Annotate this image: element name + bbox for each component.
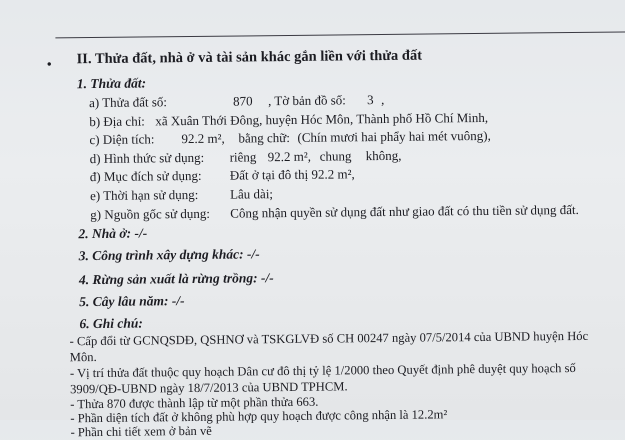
map-number: 3 <box>366 92 374 108</box>
purpose-value: Đất ở tại đô thị 92.2 m², <box>229 166 355 183</box>
use-form-label: d) Hình thức sử dụng: <box>89 149 205 167</box>
note-line: - Thửa 870 được thành lập từ một phần thửa 663. <box>70 394 319 412</box>
address-value: xã Xuân Thới Đông, huyện Hóc Môn, Thành phố Hồ Chí Minh, <box>155 109 489 129</box>
term-label: e) Thời hạn sử dụng: <box>89 186 199 204</box>
area-row <box>89 128 609 149</box>
map-label: , Tờ bản đồ số: <box>267 92 346 109</box>
construction-line: 3. Công trình xây dựng khác: -/- <box>78 246 260 264</box>
house-line: 2. Nhà ở: -/- <box>78 225 148 242</box>
area-words: (Chín mươi hai phẩy hai mét vuông), <box>297 127 491 145</box>
forest-line: 4. Rừng sản xuất là rừng trồng: -/- <box>78 270 274 288</box>
address-label: b) Địa chỉ: <box>89 113 145 130</box>
origin-row <box>90 203 610 224</box>
area-words-label: bằng chữ: <box>238 129 290 146</box>
map-end: , <box>380 91 385 108</box>
origin-label: g) Nguồn gốc sử dụng: <box>90 205 211 223</box>
note-line: - Cấp đổi từ GCNQSDĐ, QSHNƠ và TSKGLVĐ số CH 00247 ngày 07/5/2014 của UBND huyện Hóc <box>69 328 589 349</box>
note-line: - Vị trí thửa đất thuộc quy hoạch Dân cư đô thị tỷ lệ 1/2000 theo Quyết định phê duyệt quy hoạch số <box>69 360 576 381</box>
private-label: riêng <box>229 149 257 165</box>
common-label: chung <box>319 148 352 164</box>
perennial-line: 5. Cây lâu năm: -/- <box>79 293 185 310</box>
area-value: 92.2 m², <box>181 130 225 147</box>
parcel-number: 870 <box>232 93 253 109</box>
note-line: - Phần diện tích đất ở không phù hợp quy hoạch được công nhận là 12.2m² <box>70 407 448 426</box>
corner-mark: • <box>45 57 53 72</box>
origin-value: Công nhận quyền sử dụng đất như giao đất có thu tiền sử dụng đất. <box>230 201 579 221</box>
parcel-label: a) Thửa đất số: <box>89 94 168 111</box>
parcel-row <box>89 91 609 112</box>
notes-heading: 6. Ghi chú: <box>79 315 143 332</box>
term-value: Lâu dài; <box>229 186 274 202</box>
area-label: c) Diện tích: <box>89 131 155 148</box>
note-line: Môn. <box>69 350 97 365</box>
section-title: II. Thửa đất, nhà ở và tài sản khác gắn liền với thửa đất <box>76 47 423 68</box>
private-value: 92.2 m², <box>267 148 311 165</box>
land-heading: 1. Thửa đất: <box>76 75 147 92</box>
note-line: - Phần chi tiết xem ở bản vẽ <box>70 423 212 440</box>
purpose-label: đ) Mục đích sử dụng: <box>89 167 202 185</box>
purpose-row <box>90 165 610 186</box>
note-line: 3909/QĐ-UBND ngày 18/7/2013 của UBND TPHCM. <box>70 379 348 397</box>
common-value: không, <box>365 147 402 164</box>
top-rule <box>55 31 625 38</box>
